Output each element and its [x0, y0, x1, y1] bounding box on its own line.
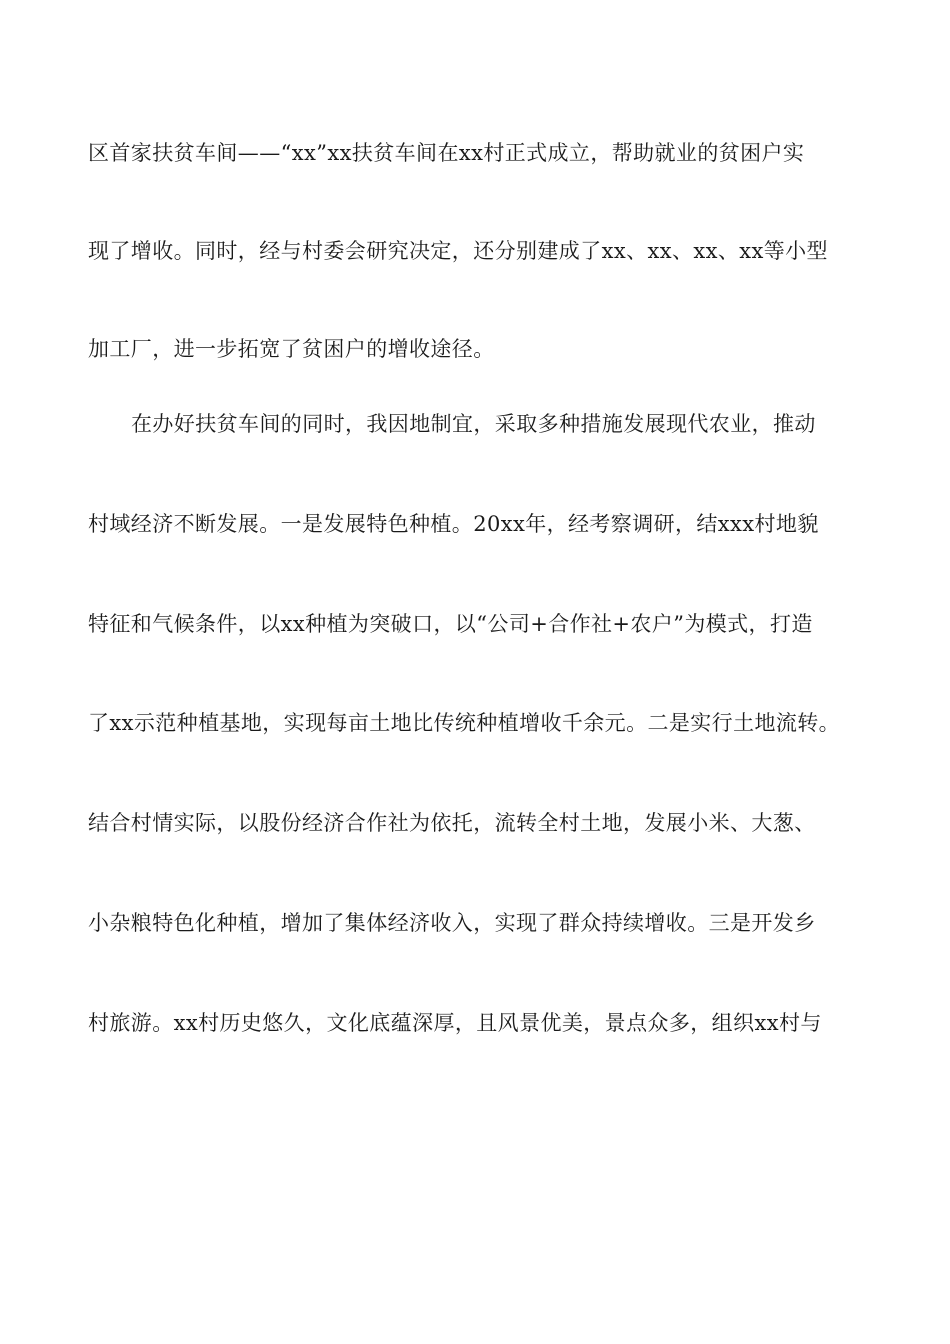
- text-line: 村旅游。xx村历史悠久，文化底蕴深厚，且风景优美，景点众多，组织xx村与: [88, 1011, 822, 1035]
- text-line: 小杂粮特色化种植，增加了集体经济收入，实现了群众持续增收。三是开发乡: [88, 911, 816, 935]
- paragraph-first-line: 在办好扶贫车间的同时，我因地制宜，采取多种措施发展现代农业，推动: [131, 412, 816, 436]
- text-line: 现了增收。同时，经与村委会研究决定，还分别建成了xx、xx、xx、xx等小型: [88, 239, 828, 263]
- text-line: 村域经济不断发展。一是发展特色种植。20xx年，经考察调研，结xxx村地貌: [88, 512, 819, 536]
- text-line: 结合村情实际，以股份经济合作社为依托，流转全村土地，发展小米、大葱、: [88, 811, 816, 835]
- text-line: 加工厂，进一步拓宽了贫困户的增收途径。: [88, 337, 495, 361]
- text-line: 特征和气候条件，以xx种植为突破口，以“公司+合作社+农户”为模式，打造: [88, 612, 813, 636]
- text-line: 区首家扶贫车间——“xx”xx扶贫车间在xx村正式成立，帮助就业的贫困户实: [88, 141, 805, 165]
- text-line: 了xx示范种植基地，实现每亩土地比传统种植增收千余元。二是实行土地流转。: [88, 711, 841, 735]
